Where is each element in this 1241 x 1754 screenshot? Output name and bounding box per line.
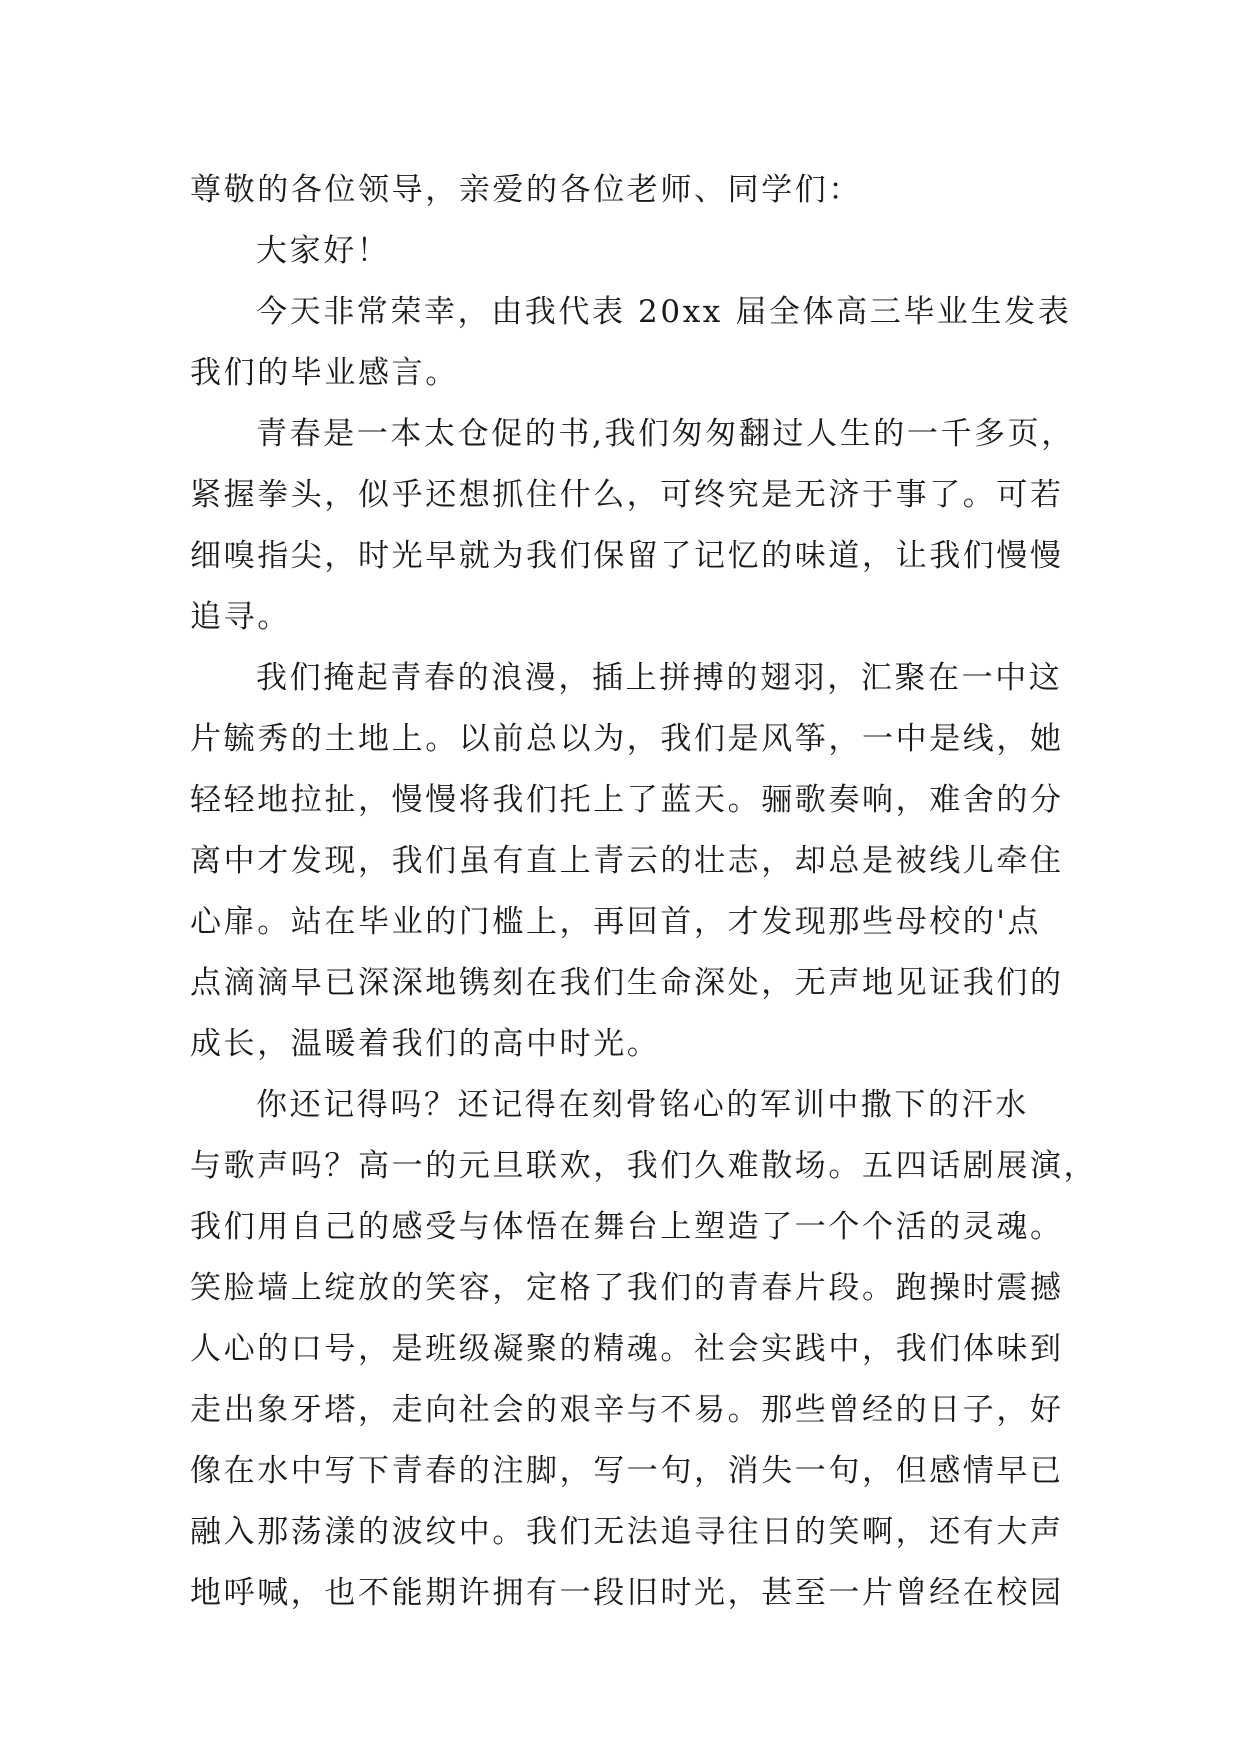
speech-body — [190, 160, 1098, 1624]
text-line: 心扉。站在毕业的门槛上，再回首，才发现那些母校的'点 — [190, 904, 1042, 940]
text-line: 尊敬的各位领导，亲爱的各位老师、同学们： — [190, 172, 862, 208]
text-line: 追寻。 — [190, 599, 291, 635]
text-line: 轻轻地拉扯，慢慢将我们托上了蓝天。骊歌奏响，难舍的分 — [190, 782, 1064, 818]
text-line: 细嗅指尖，时光早就为我们保留了记忆的味道，让我们慢慢 — [190, 538, 1064, 574]
text-line: 走出象牙塔，走向社会的艰辛与不易。那些曾经的日子，好 — [190, 1392, 1064, 1428]
text-line: 青春是一本太仓促的书,我们匆匆翻过人生的一千多页， — [256, 416, 1075, 452]
text-line: 今天非常荣幸，由我代表 20xx 届全体高三毕业生发表 — [256, 294, 1072, 330]
text-line: 成长，温暖着我们的高中时光。 — [190, 1026, 661, 1062]
text-line: 人心的口号，是班级凝聚的精魂。社会实践中，我们体味到 — [190, 1331, 1064, 1367]
text-line: 点滴滴早已深深地镌刻在我们生命深处，无声地见证我们的 — [190, 965, 1064, 1001]
text-line: 你还记得吗？还记得在刻骨铭心的军训中撒下的汗水 — [256, 1087, 1029, 1123]
text-line: 大家好！ — [256, 233, 391, 269]
text-line: 地呼喊，也不能期许拥有一段旧时光，甚至一片曾经在校园 — [190, 1575, 1064, 1611]
text-line: 融入那荡漾的波纹中。我们无法追寻往日的笑啊，还有大声 — [190, 1514, 1064, 1550]
text-line: 我们用自己的感受与体悟在舞台上塑造了一个个活的灵魂。 — [190, 1209, 1064, 1245]
text-line: 笑脸墙上绽放的笑容，定格了我们的青春片段。跑操时震撼 — [190, 1270, 1064, 1306]
text-line: 像在水中写下青春的注脚，写一句，消失一句，但感情早已 — [190, 1453, 1064, 1489]
text-line: 与歌声吗？高一的元旦联欢，我们久难散场。五四话剧展演， — [190, 1148, 1098, 1184]
text-line: 我们的毕业感言。 — [190, 355, 459, 391]
text-line: 片毓秀的土地上。以前总以为，我们是风筝，一中是线，她 — [190, 721, 1064, 757]
text-line: 我们掩起青春的浪漫，插上拼搏的翅羽，汇聚在一中这 — [256, 660, 1063, 696]
text-line: 离中才发现，我们虽有直上青云的壮志，却总是被线儿牵住 — [190, 843, 1064, 879]
text-line: 紧握拳头，似乎还想抓住什么，可终究是无济于事了。可若 — [190, 477, 1064, 513]
